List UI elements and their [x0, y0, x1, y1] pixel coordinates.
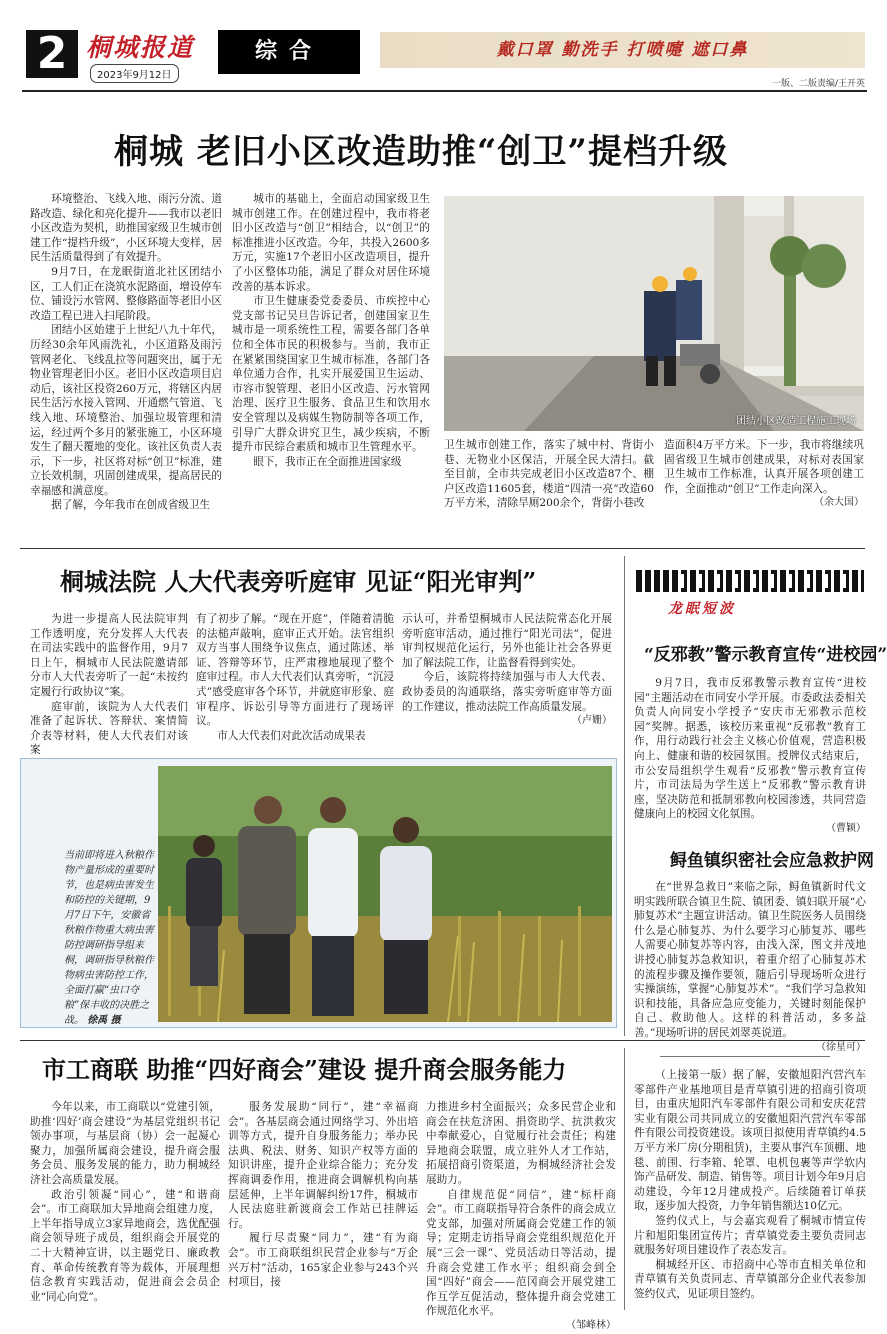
brief2-byline: （徐星可） — [816, 1041, 866, 1053]
paragraph: 9月7日，在龙眠街道北社区团结小区，工人们正在浇筑水泥路面，增设停车位、铺设污水管网、整修路面等老旧小区改造工程已进入扫尾阶段。 — [30, 265, 222, 322]
article1-headline: 桐城 老旧小区改造助推“创卫”提档升级 — [114, 132, 728, 172]
paragraph: 环境整治、飞线入地、雨污分流、道路改造、绿化和亮化提升——我市以老旧小区改造为契机，助推国家级卫生城市创建工作“提档升级”，小区环境大变样，居民生活质量得到了有效提升。 — [30, 193, 222, 264]
masthead-rule — [22, 90, 867, 92]
paragraph: 今年以来，市工商联以“党建引领，助推‘四好’商会建设”为基层党组织书记领办事项，与基层商（协）会一起凝心聚力，加强所属商会建设，提升商会服务会员、服务发展的能力，助力桐城经济社会高质量发展。 — [30, 1101, 220, 1186]
brief2-headline: 鲟鱼镇织密社会应急救护网 — [670, 851, 874, 871]
article1-byline: （余大国） — [814, 497, 864, 509]
section-divider — [20, 1040, 865, 1041]
paragraph: （上接第一版）据了解，安徽旭阳汽营汽车零部件产业基地项目是青草镇引进的招商引资项目，由重庆旭阳汽车零部件有限公司和安庆花营实业有限公司共同成立的安徽旭阳汽营汽车零部件有限公司投资建设。该项目拟使用青草镇约4.5万平方米厂房(分期租赁)，主要从事汽车顶棚、地毯、前围、行李箱、轮罩、电机包裹等声学软内饰产品研发、制造、销售等。项目计划今年9月启动建设，今年12月建成投产。后续随着订单获取，逐步加大投资，力争年销售额达10亿元。 — [634, 1069, 866, 1213]
paragraph: 卫生城市创建工作，落实了城中村、背街小巷、无物业小区保洁，开展全民大清扫。截至目前，全市共完成老旧小区改造87个、棚户区改造11605套，楼道“四清一亮”改造60万平方米，清除旱厕200余个，背街小巷改 — [444, 439, 654, 510]
editor-credit: 一版、二版责编/王开英 — [771, 79, 865, 89]
article3-col3 — [426, 1100, 616, 1334]
column-divider — [624, 556, 625, 1036]
paragraph: 政治引领凝“同心”，建“和谐商会”。市工商联加大异地商会组建力度，上半年指导成立3家异地商会，选优配强商会领导班子成员，组织商会开展党的二十大精神宣讲，以主题党日、廉政教育、革命传统教育等为载体，开展理想信念教育实践活动，促进商会会员企业“同心向党”。 — [30, 1188, 220, 1303]
paragraph: 造面积4万平方米。下一步，我市将继续巩固省级卫生城市创建成果，对标对表国家卫生城市工作标准，认真开展各项创建工作，全面推动“创卫”工作走向深入。 — [664, 439, 864, 495]
article2-headline: 桐城法院 人大代表旁听庭审 见证“阳光审判” — [60, 567, 537, 596]
paragraph: 签约仪式上，与会嘉宾观看了桐城市情宣传片和旭阳集团宣传片；青草镇党委主要负责同志就服务好项目建设作了表态发言。 — [634, 1214, 866, 1257]
paragraph: 9月7日，我市反邪教警示教育宣传“进校园”主题活动在市同安小学开展。市委政法委相关负责人向同安小学授予“安庆市无邪教示范校园”奖牌。据悉，该校历来重视“反邪教”教育工作，用行动践行社会主义核心价值观，营造积极向上、健康和谐的校园氛围。授牌仪式结束后，市公安局组织学生观看“反邪教”警示教育宣传片，市司法局为学生送上“反邪教”警示教育讲座，坚决防范和抵制邪教向校园渗透，共同营造健康向上的校园文化氛围。 — [634, 677, 866, 821]
article1-col4 — [664, 438, 864, 511]
article3-col2 — [228, 1100, 418, 1290]
brief-column-title: 龙眠短波 — [668, 601, 736, 617]
paragraph: 自律规范促“同信”，建“标杆商会”。市工商联指导符合条件的商会成立党支部，加强对所属商会党建工作的领导；定期走访指导商会党组织规范化开展“三会一课”、党员活动日等活动，提升商会党建工作水平；组织商会到全国“四好”商会——范冈商会开展党建工作互学互促活动，整体提升商会党建工作规范化水平。 — [426, 1188, 616, 1318]
photo-feature-byline: 徐禹 摄 — [87, 1015, 121, 1026]
paragraph: 市卫生健康委党委委员、市疾控中心党支部书记吴旦告诉记者，创建国家卫生城市是一项系统性工程，需要各部门各单位和全体市民的积极参与。当前，我市正在紧紧围绕国家卫生城市标准，各部门各单位通力合作，扎实开展爱国卫生运动、市容市貌管理、老旧小区改造、污水管网治理、医疗卫生服务、食品卫生和饮用水安全管理以及病媒生物防制等各项工作，引导广大群众讲究卫生，减少疾病，不断提升市民综合素质和城市卫生管理水平。 — [232, 295, 430, 454]
paragraph: 据了解，今年我市在创成省级卫生 — [51, 499, 211, 512]
section-divider — [20, 548, 865, 549]
paragraph: 有了初步了解。“现在开庭”，伴随着清脆的法槌声敲响，庭审正式开始。法官组织双方当事人围绕争议焦点，通过陈述、举证、答辩等环节，庄严肃穆地展现了整个庭审过程。市人大代表们认真旁听，“沉浸式”感受庭审各个环节，并就庭审形象、庭审程序、诉讼引导等方面进行了现场评议。 — [196, 613, 394, 728]
article2-byline: （卢姗） — [572, 715, 612, 727]
page-number: 2 — [26, 30, 78, 78]
article2-col1 — [30, 612, 188, 758]
brief-column-logo — [636, 570, 864, 600]
construction-photo — [444, 196, 864, 431]
brief1-headline: “反邪教”警示教育宣传“进校园” — [644, 645, 887, 665]
article3-col1 — [30, 1100, 220, 1304]
continued-article — [634, 1068, 866, 1302]
paragraph: 力推进乡村全面振兴；众多民营企业和商会在扶危济困、捐资助学、抗洪救灾中奉献爱心，自觉履行社会责任；构建异地商会联盟，成立驻外人才工作站，拓展招商引资渠道，为桐城经济社会发展助力。 — [426, 1101, 616, 1186]
paragraph: 履行尽责聚“同力”，建“有为商会”。市工商联组织民营企业参与“万企兴万村”活动，165家企业参与243个兴村项目，接 — [228, 1232, 418, 1289]
masthead — [22, 26, 867, 94]
paragraph: 团结小区始建于上世纪八九十年代，历经30余年风雨洗礼，小区道路及雨污管网老化、飞线乱拉等问题突出，属于无物业管理老旧小区。老旧小区改造项目启动后，该社区投资260万元，将辖区内居民生活污水接入管网、开通燃气管道、飞线入地、环境整治、加强垃圾管理和清运，经过两个多月的紧张施工，小区环境发生了翻天覆地的变化。该社区负责人表示，下一步，社区将对标“创卫”标准，建立长效机制，巩固创建成果，提高居民的幸福感和满意度。 — [30, 324, 222, 497]
column-divider — [624, 1048, 625, 1310]
paragraph: 桐城经开区、市招商中心等市直相关单位和青草镇有关负责同志、青草镇部分企业代表参加签约仪式，见证项目签约。 — [634, 1258, 866, 1300]
paragraph: 庭审前，该院为人大代表们准备了起诉状、答辩状、案情简介表等材料，使人大代表们对该案 — [30, 700, 188, 757]
article2-col2 — [196, 612, 394, 743]
field-inspection-photo — [158, 766, 612, 1022]
construction-scene — [444, 196, 864, 431]
issue-date: 2023年9月12日 — [90, 64, 179, 83]
section-label: 综合 — [218, 30, 360, 74]
article1-col3 — [444, 438, 654, 511]
paragraph: 示认可，并希望桐城市人民法院常态化开展旁听庭审活动，通过推行“阳光司法”，促进审判权规范化运行，另外也能让社会各界更加了解法院工作，让监督看得到实处。 — [402, 613, 612, 669]
field-scene — [158, 766, 612, 1022]
health-slogan: 戴口罩 勤洗手 打喷嚏 遮口鼻 — [380, 32, 865, 68]
paragraph: 城市的基础上，全面启动国家级卫生城市创建工作。在创建过程中，我市将老旧小区改造与“创卫”相结合，以“创卫”的标准推进小区改造。今年，共投入2600多万元，实施17个老旧小区改造项目，提升了小区整体功能，满足了群众对居住环境改善的基本诉求。 — [232, 193, 430, 293]
paragraph: 服务发展助“同行”，建“幸福商会”。各基层商会通过网络学习、外出培训等方式，提升自身服务能力；举办民法典、税法、财务、知识产权等方面的知识讲座，提升企业综合能力；充分发挥商调委作用，推进商会调解机构向基层延伸，上半年调解纠纷17件，桐城市人民法庭驻新渡商会工作站已挂牌运行。 — [228, 1101, 418, 1230]
paragraph: 市人大代表们对此次活动成果表 — [217, 729, 366, 742]
continued-rule — [660, 1056, 830, 1057]
photo-caption: 团结小区改造工程施工现场 — [736, 416, 856, 427]
paragraph: 在“世界急救日”来临之际，鲟鱼镇新时代文明实践所联合镇卫生院、镇团委、镇妇联开展“心肺复苏术”主题宣讲活动。镇卫生院医务人员围绕什么是心肺复苏、为什么要学习心肺复苏、哪些人需要心肺复苏等内容，由浅入深，图文并茂地讲授心肺复苏急救知识，着重介绍了心肺复苏术的流程步骤及操作要领，随后引导现场听众进行实操演练，掌握“心肺复苏术”。“我们学习急救知识和技能，具备应急应变能力，关键时刻能保护自己、救助他人。这样的科普活动，多多益善。”现场听讲的居民刘翠英说道。 — [634, 881, 866, 1039]
brief1-byline: （曹颖） — [826, 822, 866, 834]
paper-name: 桐城报道 — [86, 33, 195, 62]
article1-col1 — [30, 192, 222, 513]
article3-byline: （邹峰林） — [566, 1319, 616, 1331]
article3-headline: 市工商联 助推“四好商会”建设 提升商会服务能力 — [42, 1055, 567, 1084]
article1-col2 — [232, 192, 430, 469]
paragraph: 为进一步提高人民法院审判工作透明度，充分发挥人大代表在司法实践中的监督作用，9月7日上午，桐城市人民法院邀请部分市人大代表旁听了一起“未按约定履行行政协议”案。 — [30, 613, 188, 698]
article2-col3 — [402, 612, 612, 729]
photo-feature-caption: 当前即将进入秋粮作物产量形成的重要时节，也是病虫害发生和防控的关键期，9月7日下午，安徽省秋粮作物重大病虫害防控调研指导组来桐，调研指导秋粮作物病虫害防控工作，全面打赢“虫口夺粮”保丰收的决胜之战。 徐禹 摄 — [64, 850, 154, 1026]
paragraph: 今后，该院将持续加强与市人大代表、政协委员的沟通联络，落实旁听庭审等方面的工作建议，推动法院工作高质量发展。 — [402, 671, 612, 713]
logo-bars — [636, 570, 864, 592]
paragraph: 眼下，我市正在全面推进国家级 — [253, 455, 402, 468]
brief1-body — [634, 676, 866, 837]
brief2-body — [634, 880, 866, 1055]
